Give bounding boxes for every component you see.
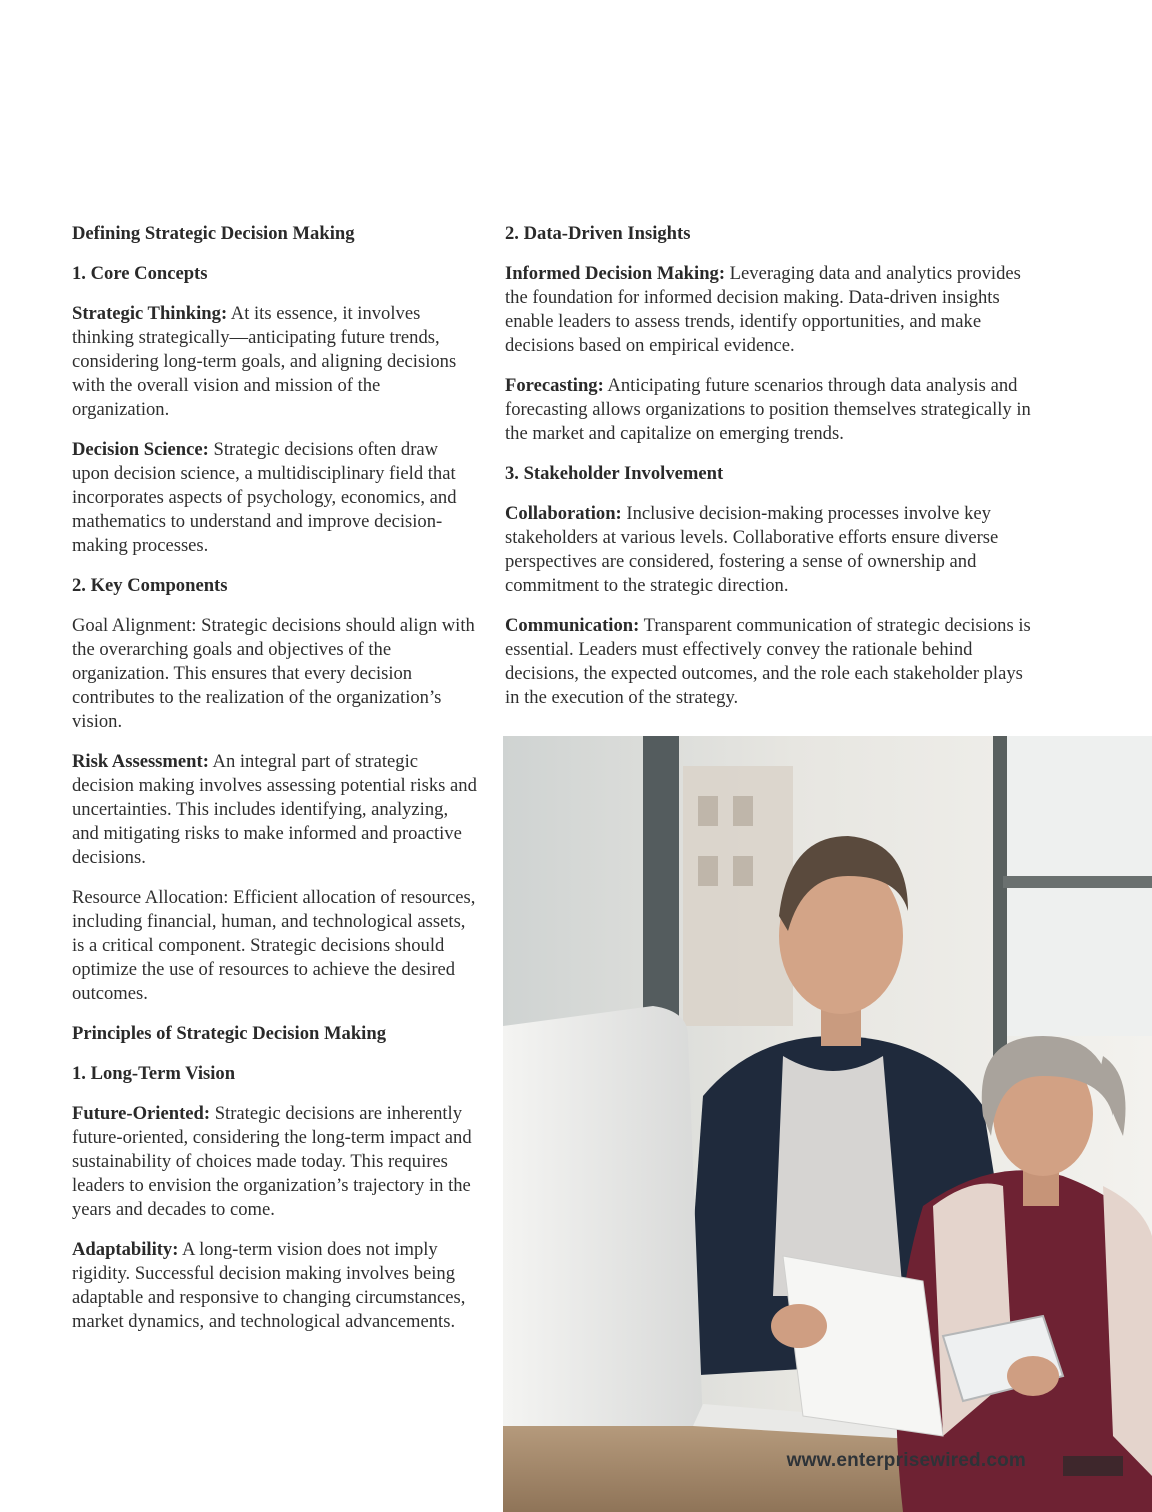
text-collaboration: Inclusive decision-making processes involve key stakeholders at various levels. Collaborative efforts ensure diverse perspectives are considered, fostering a sense of ownership and commitment to the strategic direction. (505, 503, 999, 596)
heading-long-term-vision: 1. Long-Term Vision (72, 1063, 236, 1084)
term-risk-assessment: Risk Assessment: (72, 751, 209, 772)
website-url: www.enterprisewired.com (786, 1450, 1026, 1471)
left-column (72, 222, 478, 1350)
heading-data-driven: 2. Data-Driven Insights (505, 223, 691, 244)
text-strategic-thinking: At its essence, it involves thinking strategically—anticipating future trends, considering long-term goals, and aligning decisions with the overall vision and mission of the organization. (72, 303, 457, 420)
term-forecasting: Forecasting: (505, 375, 604, 396)
term-decision-science: Decision Science: (72, 439, 209, 460)
paragraph-future-oriented (72, 1102, 478, 1222)
term-collaboration: Collaboration: (505, 503, 622, 524)
text-informed-decision: Leveraging data and analytics provides the foundation for informed decision making. Data-driven insights enable leaders to assess trends, identify opportunities, and make decisions based on empirical evidence. (505, 263, 1021, 356)
term-future-oriented: Future-Oriented: (72, 1103, 211, 1124)
paragraph-resource-allocation: Resource Allocation: Efficient allocation of resources, including financial, human, and technological assets, is a critical component. Strategic decisions should optimize the use of resources to achieve the desired outcomes. (72, 887, 476, 1004)
heading-stakeholder: 3. Stakeholder Involvement (505, 463, 724, 484)
term-strategic-thinking: Strategic Thinking: (72, 303, 228, 324)
heading-key-components: 2. Key Components (72, 575, 228, 596)
paragraph-decision-science (72, 438, 478, 558)
paragraph-goal-alignment: Goal Alignment: Strategic decisions should align with the overarching goals and objectives of the organization. This ensures that every decision contributes to the realization of the organization’s vision. (72, 615, 475, 732)
term-informed-decision: Informed Decision Making: (505, 263, 726, 284)
text-risk-assessment: An integral part of strategic decision making involves assessing potential risks and uncertainties. This includes identifying, analyzing, and mitigating risks to make informed and proactive decisions. (72, 751, 477, 868)
paragraph-forecasting (505, 374, 1035, 446)
paragraph-informed-decision (505, 262, 1035, 358)
text-communication: Transparent communication of strategic decisions is essential. Leaders must effectively convey the rationale behind decisions, the expected outcomes, and the role each stakeholder plays in the execution of the strategy. (505, 615, 1031, 708)
paragraph-adaptability (72, 1238, 478, 1334)
heading-defining: Defining Strategic Decision Making (72, 223, 355, 244)
paragraph-communication (505, 614, 1035, 710)
heading-core-concepts: 1. Core Concepts (72, 263, 208, 284)
office-photo-illustration (503, 736, 1152, 1512)
term-communication: Communication: (505, 615, 640, 636)
office-photo (503, 736, 1152, 1512)
paragraph-risk-assessment (72, 750, 478, 870)
text-future-oriented: Strategic decisions are inherently future-oriented, considering the long-term impact and sustainability of choices made today. This requires leaders to envision the organization’s trajectory in the years and decades to come. (72, 1103, 472, 1220)
right-column (505, 222, 1035, 726)
term-adaptability: Adaptability: (72, 1239, 179, 1260)
text-decision-science: Strategic decisions often draw upon decision science, a multidisciplinary field that incorporates aspects of psychology, economics, and mathematics to understand and improve decision-making processes. (72, 439, 457, 556)
heading-principles: Principles of Strategic Decision Making (72, 1023, 386, 1044)
text-adaptability: A long-term vision does not imply rigidity. Successful decision making involves being adaptable and responsive to changing circumstances, market dynamics, and technological advancements. (72, 1239, 466, 1332)
paragraph-collaboration (505, 502, 1035, 598)
text-forecasting: Anticipating future scenarios through data analysis and forecasting allows organizations to position themselves strategically in the market and capitalize on emerging trends. (505, 375, 1031, 444)
paragraph-strategic-thinking (72, 302, 478, 422)
